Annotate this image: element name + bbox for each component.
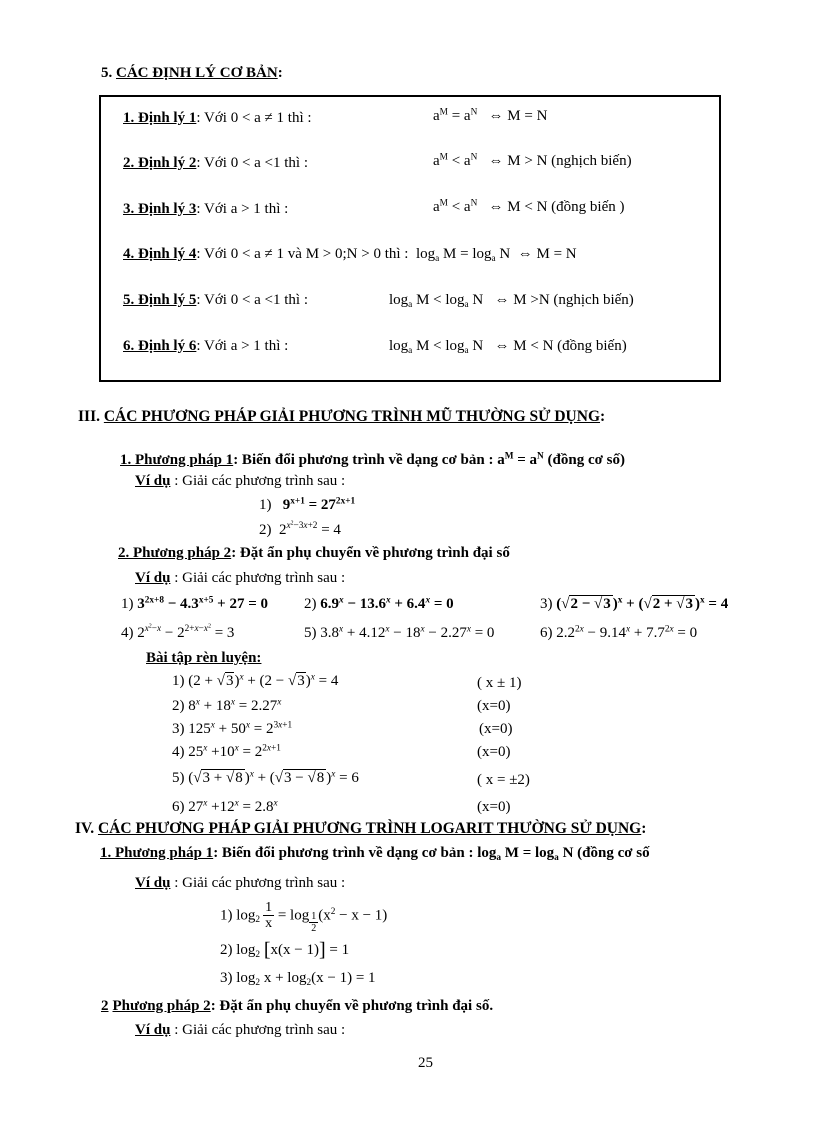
section4-method1: 1. Phương pháp 1: Biến đổi phương trình về dạng cơ bản : $\log_a M = \log_a N$ (đồng cơ số [100,845,650,863]
section3-example1: Ví dụ : Giải các phương trình sau : [135,473,346,489]
theorem-1-formula: $a^M = a^N$ ⇔ M = N [433,107,548,124]
theorem-5-formula: $\log_a M < \log_a N$ ⇔ M >N (nghịch biến) [389,292,634,310]
s3-bt-3: 3) $125^x + 50^x = 2^{3x+1}$ [172,720,293,737]
section3-title: III. CÁC PHƯƠNG PHÁP GIẢI PHƯƠNG TRÌNH MŨ THƯỜNG SỬ DỤNG: [78,408,606,425]
s3-bt-1: 1) $(2 + √3)^x + (2 - √3)^x = 4$ [172,672,339,689]
theorem-3: 3. Định lý 3: Với a > 1 thì : [123,201,289,217]
theorem-3-formula: $a^M < a^N$ ⇔ M < N (đồng biến ) [433,198,625,215]
s3-bt-2: 2) $8^x + 18^x = 2.27^x$ [172,697,282,714]
theorem-5: 5. Định lý 5: Với 0 < a <1 thì : [123,292,309,308]
section5-title: 5. CÁC ĐỊNH LÝ CƠ BẢN: [101,65,283,81]
theorem-2: 2. Định lý 2: Với 0 < a <1 thì : [123,155,309,171]
theorem-1: 1. Định lý 1: Với 0 < a ≠ 1 thì : [123,110,312,126]
section3-exercises-title: Bài tập rèn luyện: [146,650,262,666]
s3-ex2-1: 1) $3^{2x+8} - 4.3^{x+5} + 27 = 0$ [121,595,269,612]
s3-bt-1-answer: ( x ± 1) [477,675,522,691]
s3-bt-4-answer: (x=0) [477,744,511,760]
s3-ex2-6: 6) $2.2^{2x} - 9.14^x + 7.7^{2x} = 0$ [540,624,698,641]
s3-ex2-2: 2) $6.9^x - 13.6^x + 6.4^x = 0$ [304,595,454,612]
s3-bt-6-answer: (x=0) [477,799,511,815]
page-number: 25 [418,1055,433,1071]
s3-bt-3-answer: (x=0) [479,721,513,737]
s4-eq1: 1) $\log_2$ $\frac{1}{x}$ = log $\frac{1}{2}$ $(x^2 - x - 1)$ [220,900,388,935]
s3-ex2-4: 4) $2^{x^2-x} - 2^{2+x-x^2} = 3$ [121,623,235,641]
s3-ex2-5: 5) $3.8^x + 4.12^x - 18^x - 2.27^x = 0$ [304,624,495,641]
theorem-4: 4. Định lý 4: Với 0 < a ≠ 1 và M > 0;N > 0 thì : $\log_a M = \log_a N$ ⇔ M = N [123,246,577,264]
s3-eq2: 2) $2^{x^2-3x+2} = 4$ [259,520,341,538]
section4-example2: Ví dụ : Giải các phương trình sau : [135,1022,346,1038]
s3-bt-6: 6) $27^x +12^x = 2.8^x$ [172,798,278,815]
section3-example2: Ví dụ : Giải các phương trình sau : [135,570,346,586]
section3-method2: 2. Phương pháp 2: Đặt ẩn phụ chuyển về phương trình đại số [118,545,510,561]
s3-bt-5: 5) (√3 + √8 )$^x$ + (√3 − √8 )$^x$ = 6 [172,769,359,786]
section4-method2: 2 Phương pháp 2: Đặt ẩn phụ chuyển về phương trình đại số. [101,998,494,1014]
section4-example1: Ví dụ : Giải các phương trình sau : [135,875,346,891]
section4-title: IV. CÁC PHƯƠNG PHÁP GIẢI PHƯƠNG TRÌNH LOGARIT THƯỜNG SỬ DỤNG: [75,820,647,837]
s3-ex2-3: 3) (√2 − √3 )$^x$ + (√2 + √3 )$^x$ = 4 [540,595,729,612]
s4-eq2: 2) $\log_2 [x(x - 1)] = 1$ [220,939,350,961]
s4-eq3: 3) $\log_2 x + \log_2(x - 1) = 1$ [220,970,376,988]
s3-eq1: 1) $9^{x+1} = 27^{2x+1}$ [259,496,356,513]
s3-bt-5-answer: ( x = ±2) [477,772,530,788]
section3-method1: 1. Phương pháp 1: Biến đổi phương trình về dạng cơ bản : $a^M = a^N$ (đồng cơ số) [120,451,625,468]
s3-bt-2-answer: (x=0) [477,698,511,714]
theorem-6: 6. Định lý 6: Với a > 1 thì : [123,338,289,354]
s3-bt-4: 4) $25^x +10^x = 2^{2x+1}$ [172,743,281,760]
theorem-2-formula: $a^M < a^N$ ⇔ M > N (nghịch biến) [433,152,632,169]
theorem-6-formula: $\log_a M < \log_a N$ ⇔ M < N (đồng biến) [389,338,627,356]
